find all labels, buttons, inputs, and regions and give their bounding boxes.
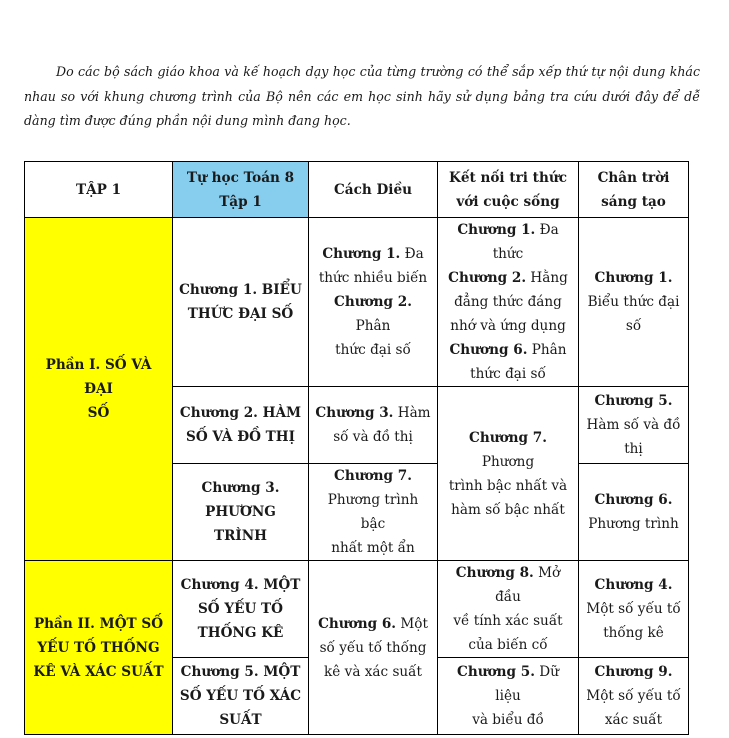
tuhoc-chuong-2: Chương 2. HÀM SỐ VÀ ĐỒ THỊ xyxy=(173,387,309,464)
tuhoc-chuong-3: Chương 3. PHƯƠNG TRÌNH xyxy=(173,464,309,561)
canhdieu-r4: Chương 6. Một số yếu tố thống kê và xác suất xyxy=(309,561,438,735)
chantroi-r5: Chương 9. Một số yếu tố xác suất xyxy=(579,658,689,735)
header-ketnoi: Kết nối tri thức với cuộc sống xyxy=(438,162,579,218)
ketnoi-r2: Chương 7. Phương trình bậc nhất và hàm số bậc nhất xyxy=(438,387,579,561)
canhdieu-r3: Chương 7. Phương trình bậc nhất một ẩn xyxy=(309,464,438,561)
header-tap: TẬP 1 xyxy=(25,162,173,218)
lookup-table xyxy=(24,161,689,735)
canhdieu-r1: Chương 1. Đa thức nhiều biến Chương 2. Phân thức đại số xyxy=(309,218,438,387)
chantroi-r2: Chương 5. Hàm số và đồ thị xyxy=(579,387,689,464)
tuhoc-chuong-5: Chương 5. MỘT SỐ YẾU TỐ XÁC SUẤT xyxy=(173,658,309,735)
tuhoc-chuong-1: Chương 1. BIỂU THỨC ĐẠI SỐ xyxy=(173,218,309,387)
header-row xyxy=(25,162,689,218)
canhdieu-r2: Chương 3. Hàm số và đồ thị xyxy=(309,387,438,464)
intro-paragraph: Do các bộ sách giáo khoa và kế hoạch dạy học của từng trường có thể sắp xếp thứ tự nội dung khác nhau so với khung chương trình của Bộ nên các em học sinh hãy sử dụng bảng tra cứu dưới đây để dễ dàng tìm được đúng phần nội dung mình đang học. xyxy=(24,64,700,128)
tuhoc-chuong-4: Chương 4. MỘT SỐ YẾU TỐ THỐNG KÊ xyxy=(173,561,309,658)
chantroi-r4: Chương 4. Một số yếu tố thống kê xyxy=(579,561,689,658)
table-row xyxy=(25,561,689,658)
ketnoi-r5: Chương 5. Dữ liệu và biểu đồ xyxy=(438,658,579,735)
phan1-cell: Phần I. SỐ VÀ ĐẠI SỐ xyxy=(25,218,173,561)
chantroi-r1: Chương 1. Biểu thức đại số xyxy=(579,218,689,387)
header-tuhoc: Tự học Toán 8 Tập 1 xyxy=(173,162,309,218)
phan2-cell: Phần II. MỘT SỐ YẾU TỐ THỐNG KÊ VÀ XÁC SUẤT xyxy=(25,561,173,735)
ketnoi-r1: Chương 1. Đa thức Chương 2. Hằng đẳng thức đáng nhớ và ứng dụng Chương 6. Phân thức đại số xyxy=(438,218,579,387)
ketnoi-r4: Chương 8. Mở đầu về tính xác suất của biến cố xyxy=(438,561,579,658)
table-row xyxy=(25,218,689,387)
header-canhdieu: Cách Diều xyxy=(309,162,438,218)
header-chantroi: Chân trời sáng tạo xyxy=(579,162,689,218)
chantroi-r3: Chương 6. Phương trình xyxy=(579,464,689,561)
